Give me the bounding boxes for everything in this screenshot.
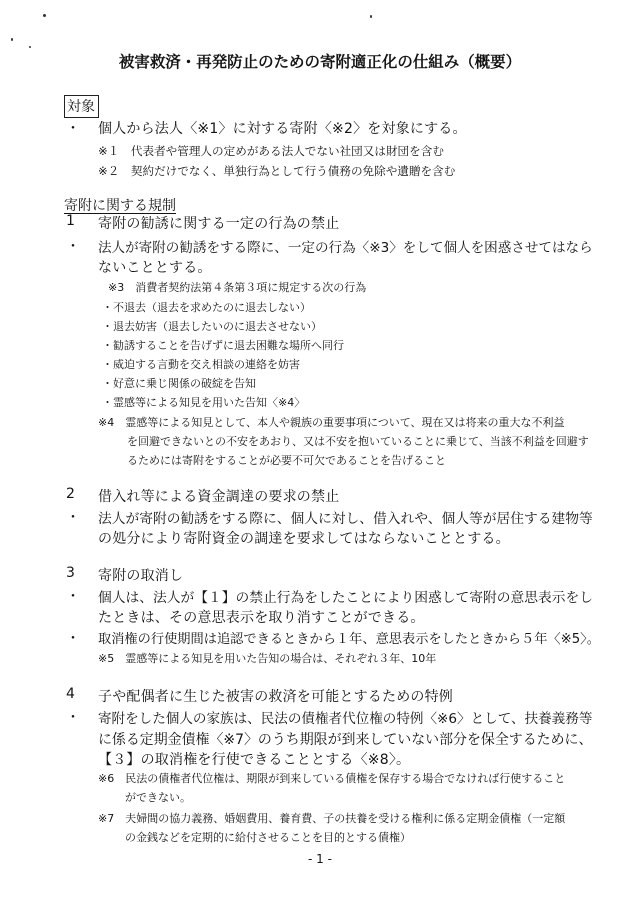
section-3-text-line: たときは、その意思表示を取り消すことができる。 xyxy=(98,610,425,626)
target-note-1: ※１ 代表者や管理人の定めがある法人でない社団又は財団を含む xyxy=(98,144,444,158)
section-1-text-line: ないこととする。 xyxy=(98,260,212,276)
section-4-note-7-line: の金銭などを定期的に給付させることを目的とする債権） xyxy=(125,831,411,844)
section-3-number: 3 xyxy=(66,565,75,581)
section-3-period-text: 取消権の行使期間は追認できるときから１年、意思表示をしたときから５年〈※5〉。 xyxy=(98,632,600,647)
list-item: ・威迫する言動を交え相談の連絡を妨害 xyxy=(102,358,300,371)
list-item: ・好意に乗じ関係の破綻を告知 xyxy=(102,377,256,390)
target-main-text: 個人から法人〈※1〉に対する寄附〈※2〉を対象にする。 xyxy=(98,121,467,137)
scan-speck xyxy=(29,46,31,48)
target-note-2: ※２ 契約だけでなく、単独行為として行う債務の免除や遺贈を含む xyxy=(98,164,456,178)
bullet: ・ xyxy=(66,239,80,255)
list-item: ・退去妨害（退去したいのに退去させない） xyxy=(102,320,322,333)
bullet: ・ xyxy=(66,589,80,605)
section-4-note-6-line: ※6 民法の債権者代位権は、期限が到来している債権を保存する場合でなければ行使すること xyxy=(98,772,566,785)
section-1-note-intro: ※3 消費者契約法第４条第３項に規定する次の行為 xyxy=(108,281,367,294)
section-1-note-4-line: るためには寄附をすることが必要不可欠であることを告げること xyxy=(127,454,446,467)
section-1-text-line: 法人が寄附の勧誘をする際に、一定の行為〈※3〉をして個人を困惑させてはなら xyxy=(98,240,593,256)
bullet: ・ xyxy=(66,121,80,137)
section-4-text-line: に係る定期金債権〈※7〉のうち期限が到来していない部分を保全するために、 xyxy=(98,732,593,748)
regulation-heading: 寄附に関する規制 xyxy=(64,198,176,214)
document-title: 被害救済・再発防止のための寄附適正化の仕組み（概要） xyxy=(118,53,522,71)
section-4-note-7-line: ※7 夫婦間の協力義務、婚姻費用、養育費、子の扶養を受ける権利に係る定期金債権（一定額 xyxy=(98,812,566,825)
section-4-note-6-line: ができない。 xyxy=(125,791,191,804)
section-4-text-line: 【３】の取消権を行使できることとする〈※8〉。 xyxy=(98,752,411,768)
section-2-title: 借入れ等による資金調達の要求の禁止 xyxy=(98,489,340,505)
section-4-text-line: 寄附をした個人の家族は、民法の債権者代位権の特例〈※6〉として、扶養義務等 xyxy=(98,711,593,727)
section-3-note-5: ※5 霊感等による知見を用いた告知の場合は、それぞれ３年、10年 xyxy=(98,652,437,665)
section-2-text-line: の処分により寄附資金の調達を要求してはならないこととする。 xyxy=(98,531,510,547)
section-2-number: 2 xyxy=(66,486,75,502)
section-1-note-4-line: を回避できないとの不安をあおり、又は不安を抱いていることに乗じて、当該不利益を回避す xyxy=(127,435,589,448)
page-number: - 1 - xyxy=(308,852,332,866)
scan-speck xyxy=(11,38,13,41)
scan-speck xyxy=(43,14,46,17)
section-3-text-line: 個人は、法人が【１】の禁止行為をしたことにより困惑して寄附の意思表示をし xyxy=(98,590,594,606)
scan-speck xyxy=(370,15,372,18)
list-item: ・勧誘することを告げずに退去困難な場所へ同行 xyxy=(102,339,344,352)
bullet: ・ xyxy=(66,510,80,526)
list-item: ・霊感等による知見を用いた告知〈※4〉 xyxy=(102,396,306,409)
bullet: ・ xyxy=(66,710,80,726)
section-4-number: 4 xyxy=(66,686,75,702)
section-3-title: 寄附の取消し xyxy=(98,568,184,584)
section-1-note-4-line: ※4 霊感等による知見として、本人や親族の重要事項について、現在又は将来の重大な不利益 xyxy=(98,416,565,429)
list-item: ・不退去（退去を求めたのに退去しない） xyxy=(102,301,311,314)
section-1-number: 1 xyxy=(66,213,75,229)
target-heading: 対象 xyxy=(64,95,99,118)
bullet: ・ xyxy=(66,631,80,647)
section-2-text-line: 法人が寄附の勧誘をする際に、個人に対し、借入れや、個人等が居住する建物等 xyxy=(98,511,593,527)
section-1-title: 寄附の勧誘に関する一定の行為の禁止 xyxy=(98,216,340,232)
section-4-title: 子や配偶者に生じた被害の救済を可能とするための特例 xyxy=(98,689,453,705)
